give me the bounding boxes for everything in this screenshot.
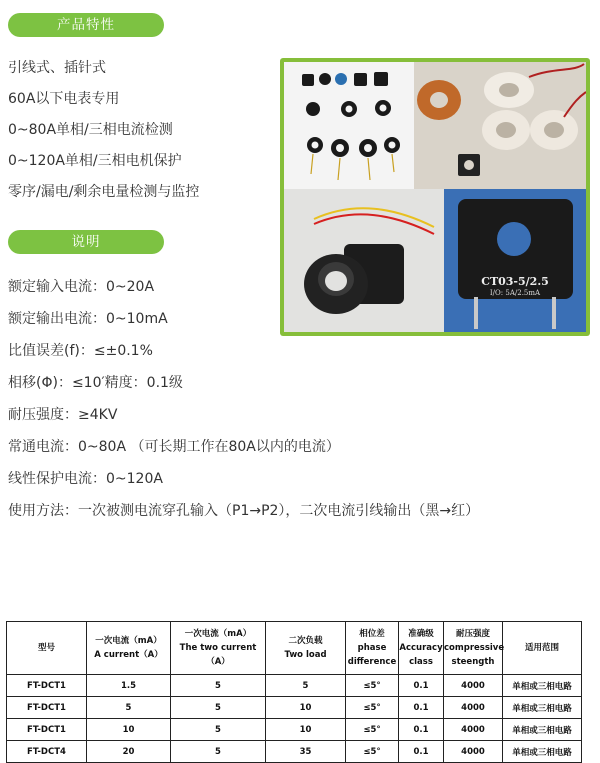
table-row <box>7 741 582 763</box>
cell-secondary-current: 5 <box>171 697 266 719</box>
header-secondary-current: 一次电流（mA） The two current（A） <box>171 622 266 675</box>
cell-model: FT-DCT1 <box>7 675 87 697</box>
cell-strength: 4000 <box>444 719 503 741</box>
spec-item: 相移(Φ)：≤10′精度：0.1级 <box>8 375 183 391</box>
cell-accuracy: 0.1 <box>399 741 444 763</box>
feature-item: 零序/漏电/剩余电量检测与监控 <box>8 184 200 200</box>
cell-scope: 单相或三相电路 <box>503 741 582 763</box>
cell-phase: ≤5° <box>346 697 399 719</box>
feature-item: 0~80A单相/三相电流检测 <box>8 122 173 138</box>
ct-label-model: CT03-5/2.5 <box>481 275 549 288</box>
cell-strength: 4000 <box>444 697 503 719</box>
spec-item: 常通电流：0~80A （可长期工作在80A以内的电流） <box>8 439 340 455</box>
cell-phase: ≤5° <box>346 675 399 697</box>
section-title-description: 说明 <box>8 230 164 254</box>
header-secondary-load: 二次负载 Two load <box>266 622 346 675</box>
cell-load: 10 <box>266 697 346 719</box>
header-phase-difference: 相位差 phase difference <box>346 622 399 675</box>
cell-primary-current: 10 <box>87 719 171 741</box>
cell-strength: 4000 <box>444 741 503 763</box>
header-primary-current: 一次电流（mA） A current（A） <box>87 622 171 675</box>
spec-item: 额定输入电流：0~20A <box>8 279 155 295</box>
cell-load: 35 <box>266 741 346 763</box>
cell-scope: 单相或三相电路 <box>503 675 582 697</box>
product-photo-collage <box>280 58 590 336</box>
cell-load: 10 <box>266 719 346 741</box>
cell-scope: 单相或三相电路 <box>503 719 582 741</box>
header-application-scope: 适用范围 <box>503 622 582 675</box>
feature-item: 0~120A单相/三相电机保护 <box>8 153 182 169</box>
cell-accuracy: 0.1 <box>399 675 444 697</box>
feature-item: 引线式、插针式 <box>8 60 106 76</box>
table-header-row <box>7 622 582 675</box>
spec-item: 线性保护电流：0~120A <box>8 471 163 487</box>
header-model: 型号 <box>7 622 87 675</box>
spec-item: 耐压强度：≥4KV <box>8 407 118 423</box>
cell-model: FT-DCT1 <box>7 697 87 719</box>
cell-scope: 单相或三相电路 <box>503 697 582 719</box>
header-compressive-strength: 耐压强度 compressive steength <box>444 622 503 675</box>
cell-model: FT-DCT4 <box>7 741 87 763</box>
cell-primary-current: 20 <box>87 741 171 763</box>
cell-strength: 4000 <box>444 675 503 697</box>
cell-secondary-current: 5 <box>171 675 266 697</box>
ct-label-ratio: I/O: 5A/2.5mA <box>489 289 541 297</box>
cell-accuracy: 0.1 <box>399 719 444 741</box>
table-row <box>7 719 582 741</box>
table-row <box>7 675 582 697</box>
spec-item: 额定输出电流：0~10mA <box>8 311 168 327</box>
section-title-features: 产品特性 <box>8 13 164 37</box>
cell-phase: ≤5° <box>346 719 399 741</box>
spec-item: 比值误差(f)：≤±0.1% <box>8 343 153 359</box>
cell-primary-current: 1.5 <box>87 675 171 697</box>
header-accuracy-class: 准确级 Accuracy class <box>399 622 444 675</box>
cell-phase: ≤5° <box>346 741 399 763</box>
spec-table <box>6 621 582 763</box>
photo-sensor-wired <box>284 189 444 332</box>
cell-model: FT-DCT1 <box>7 719 87 741</box>
photo-sensor-set <box>284 62 414 189</box>
photo-toroid-cores <box>414 62 586 189</box>
cell-primary-current: 5 <box>87 697 171 719</box>
feature-item: 60A以下电表专用 <box>8 91 120 107</box>
cell-secondary-current: 5 <box>171 741 266 763</box>
spec-item: 使用方法：一次被测电流穿孔输入（P1→P2），二次电流引线输出（黑→红） <box>8 503 480 519</box>
cell-load: 5 <box>266 675 346 697</box>
photo-ct03-transformer <box>444 189 586 332</box>
cell-secondary-current: 5 <box>171 719 266 741</box>
cell-accuracy: 0.1 <box>399 697 444 719</box>
table-row <box>7 697 582 719</box>
